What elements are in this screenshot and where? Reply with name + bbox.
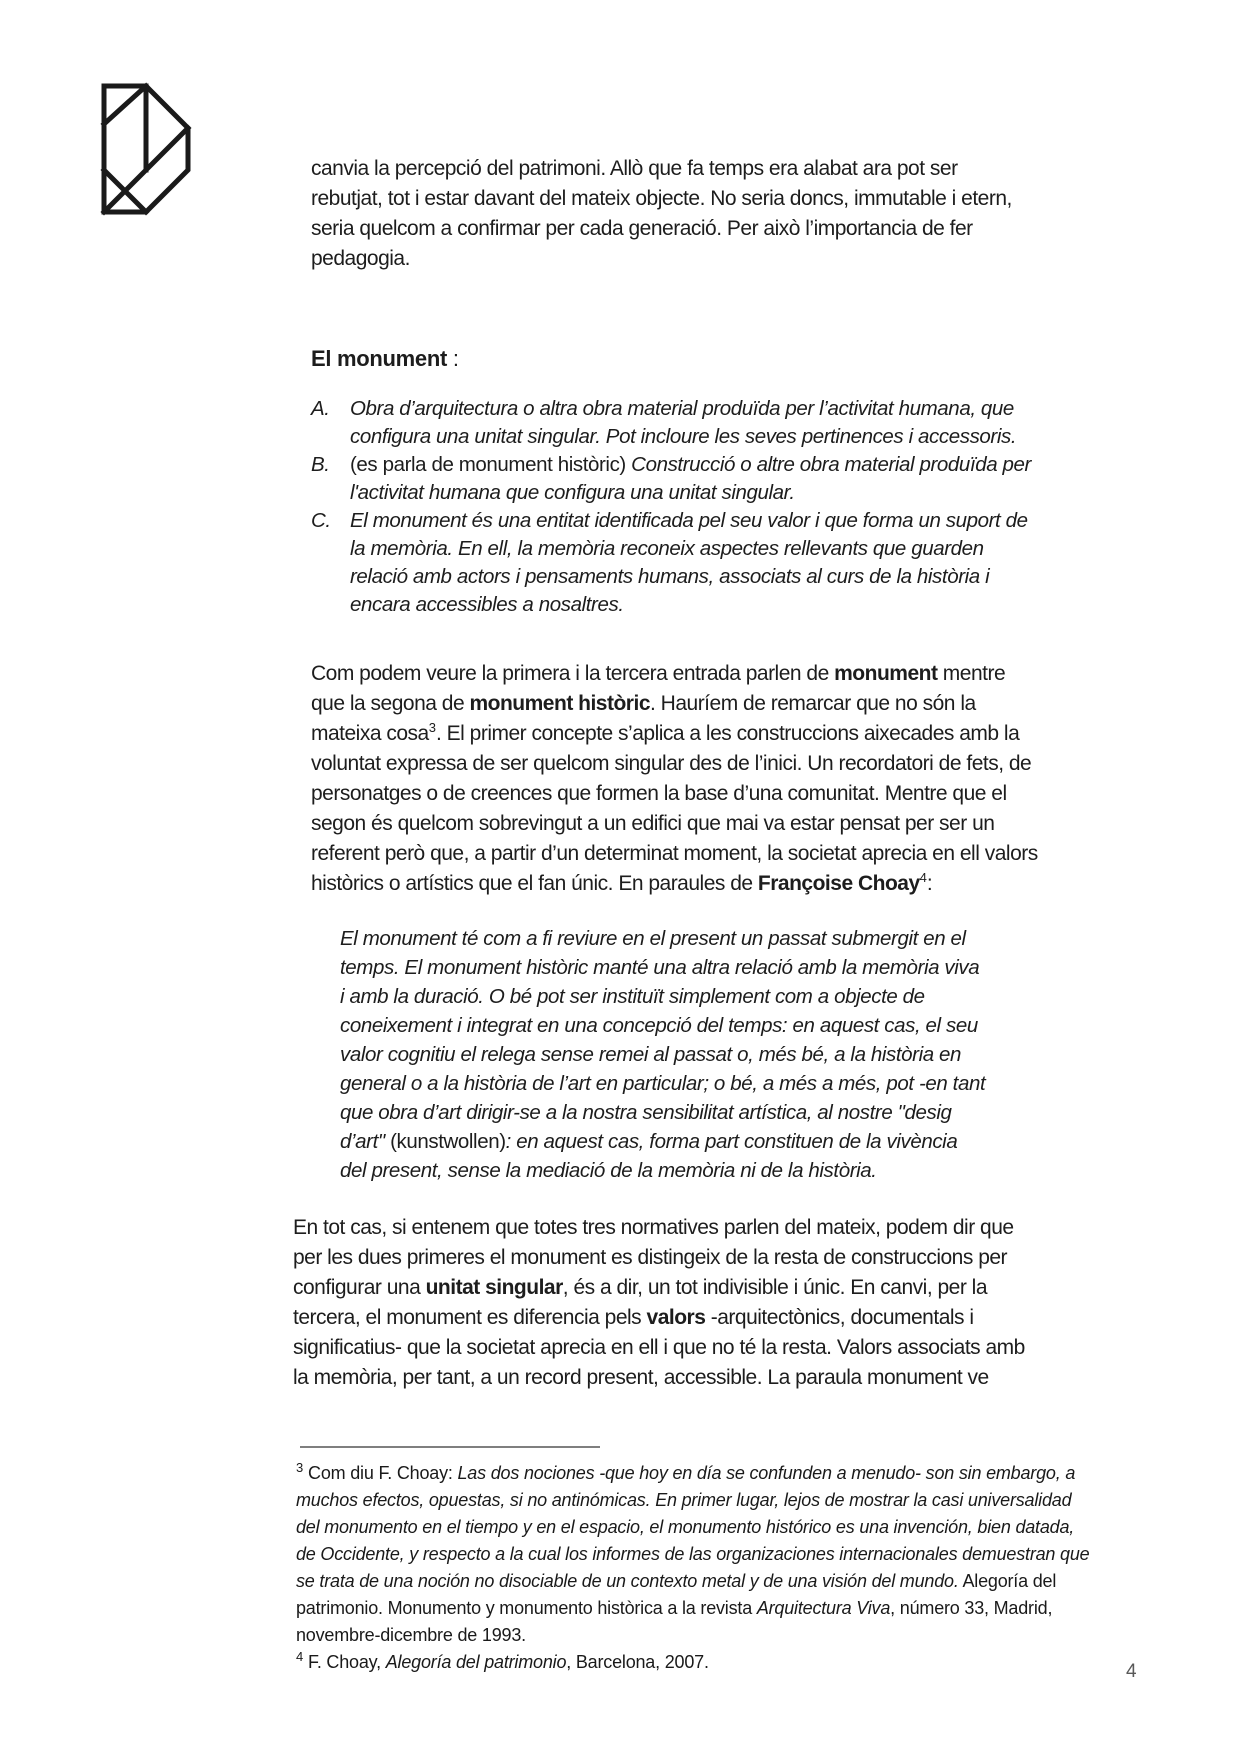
quote-paragraph: [340, 924, 988, 1185]
text-run: (es parla de monument històric): [350, 453, 632, 476]
text-run: Obra d’arquitectura o altra obra material produïda per l’activitat humana, que configura una unitat singular. Pot incloure les seves pertinences i accessoris.: [350, 397, 1017, 448]
section-heading: [311, 344, 1016, 374]
footnote-separator: [300, 1446, 600, 1448]
list-item: [311, 507, 1038, 619]
text-run: Com podem veure la primera i la tercera entrada parlen de: [311, 662, 835, 685]
list-item-text: [350, 451, 1038, 507]
text-run: (kunstwollen): [390, 1130, 506, 1153]
footnote-marker: 3: [296, 1460, 304, 1475]
footnotes-section: [296, 1446, 1096, 1676]
text-run: : en aquest cas, forma part constituen de la vivència del present, sense la mediació de la memòria ni de la història.: [340, 1130, 958, 1182]
text-run: Arquitectura Viva: [756, 1598, 891, 1618]
footnotes-list: [296, 1460, 1096, 1676]
body-paragraph: [293, 1213, 1030, 1393]
list-item-label: C.: [311, 509, 331, 532]
text-run: , Barcelona, 2007.: [566, 1652, 709, 1672]
list-item: [311, 395, 1038, 451]
text-run: unitat singular: [425, 1276, 563, 1299]
text-run: valors: [646, 1306, 706, 1329]
footnote-reference: 3: [428, 720, 436, 735]
text-run: El monument té com a fi reviure en el present un passat submergit en el temps. El monument històric manté una altra relació amb la memòria viva i amb la duració. O bé pot ser instituït simplement com a objecte de coneixement i integrat en una concepció del temps: en aquest cas, el seu valor cognitiu el relega sense remei al passat o, més bé, a la història en general o a la història de l’art en particular; o bé, a més a més, pot -en tant que obra d’art dirigir-se a la nostra sensibilitat artística, al nostre "desig d’art": [340, 927, 986, 1153]
footnote-marker: 4: [296, 1649, 304, 1664]
text-run: Françoise Choay: [757, 872, 920, 895]
text-run: :: [447, 346, 459, 371]
geometric-d-logo-icon: [94, 78, 198, 220]
text-run: mentre que la segona de: [311, 662, 1006, 715]
footnote: [296, 1460, 1096, 1649]
page-number: 4: [1126, 1661, 1137, 1682]
text-run: . Hauríem de remarcar que no són la mateixa cosa: [311, 692, 976, 745]
text-run: canvia la percepció del patrimoni. Allò que fa temps era alabat ara pot ser rebutjat, tot i estar davant del mateix objecte. No seria doncs, immutable i etern, seria quelcom a confirmar per cada generació. Per això l’importancia de fer pedagogia.: [311, 157, 1012, 270]
list-item-label: A.: [311, 397, 330, 420]
text-run: -arquitectònics, documentals i significatius- que la societat aprecia en ell i que no té la resta. Valors associats amb la memòria, per tant, a un record present, accessible. La paraula monument ve: [293, 1306, 1025, 1389]
text-run: Construcció o altre obra material produïda per l'activitat humana que configura una unitat singular.: [350, 453, 1031, 504]
text-run: . El primer concepte s’aplica a les construccions aixecades amb la voluntat expressa de ser quelcom singular des de l’inici. Un recordatori de fets, de personatges o de creences que formen la base d’una comunitat. Mentre que el segon és quelcom sobrevingut a un edifici que mai va estar pensat per ser un referent però que, a partir d’un determinat moment, la societat aprecia en ell valors històrics o artístics que el fan únic. En paraules de: [311, 722, 1038, 895]
list-item-label: B.: [311, 453, 330, 476]
footnote-reference: 4: [919, 870, 927, 885]
text-run: En tot cas, si entenem que totes tres normatives parlen del mateix, podem dir que per les dues primeres el monument es distingeix de la resta de construccions per configurar una: [293, 1216, 1014, 1299]
body-paragraph: [311, 154, 1016, 274]
footnote: [296, 1649, 1096, 1676]
list-item-text: [350, 507, 1038, 619]
text-run: F. Choay,: [303, 1652, 386, 1672]
text-run: El monument és una entitat identificada pel seu valor i que forma un suport de la memòria. En ell, la memòria reconeix aspectes rellevants que guarden relació amb actors i pensaments humans, associats al curs de la història i encara accessibles a nosaltres.: [350, 509, 1028, 616]
definition-list: [311, 395, 1038, 619]
text-run: Com diu F. Choay:: [303, 1463, 458, 1483]
text-run: , número 33, Madrid, novembre-dicembre de 1993.: [296, 1598, 1053, 1645]
list-item-text: [350, 395, 1038, 451]
text-run: El monument: [311, 346, 448, 371]
text-run: monument històric: [469, 692, 650, 715]
text-run: :: [926, 872, 933, 895]
text-run: Las dos nociones -que hoy en día se confunden a menudo- son sin embargo, a muchos efectos, opuestas, si no antinómicas. En primer lugar, lejos de mostrar la casi universalidad del monumento en el tiempo y en el espacio, el monumento histórico es una invención, bien datada, de Occidente, y respecto a la cual los informes de las organizaciones internacionales demuestran que se trata de una noción no disociable de un contexto metal y de una visión del mundo.: [296, 1463, 1090, 1591]
body-paragraph: [311, 659, 1038, 899]
text-run: , és a dir, un tot indivisible i únic. En canvi, per la tercera, el monument es diferencia pels: [293, 1276, 988, 1329]
text-run: Alegoría del patrimonio. Monumento y monumento històrica a la revista: [296, 1571, 1057, 1618]
list-item: [311, 451, 1038, 507]
text-run: monument: [834, 662, 938, 685]
text-run: Alegoría del patrimonio: [385, 1652, 567, 1672]
